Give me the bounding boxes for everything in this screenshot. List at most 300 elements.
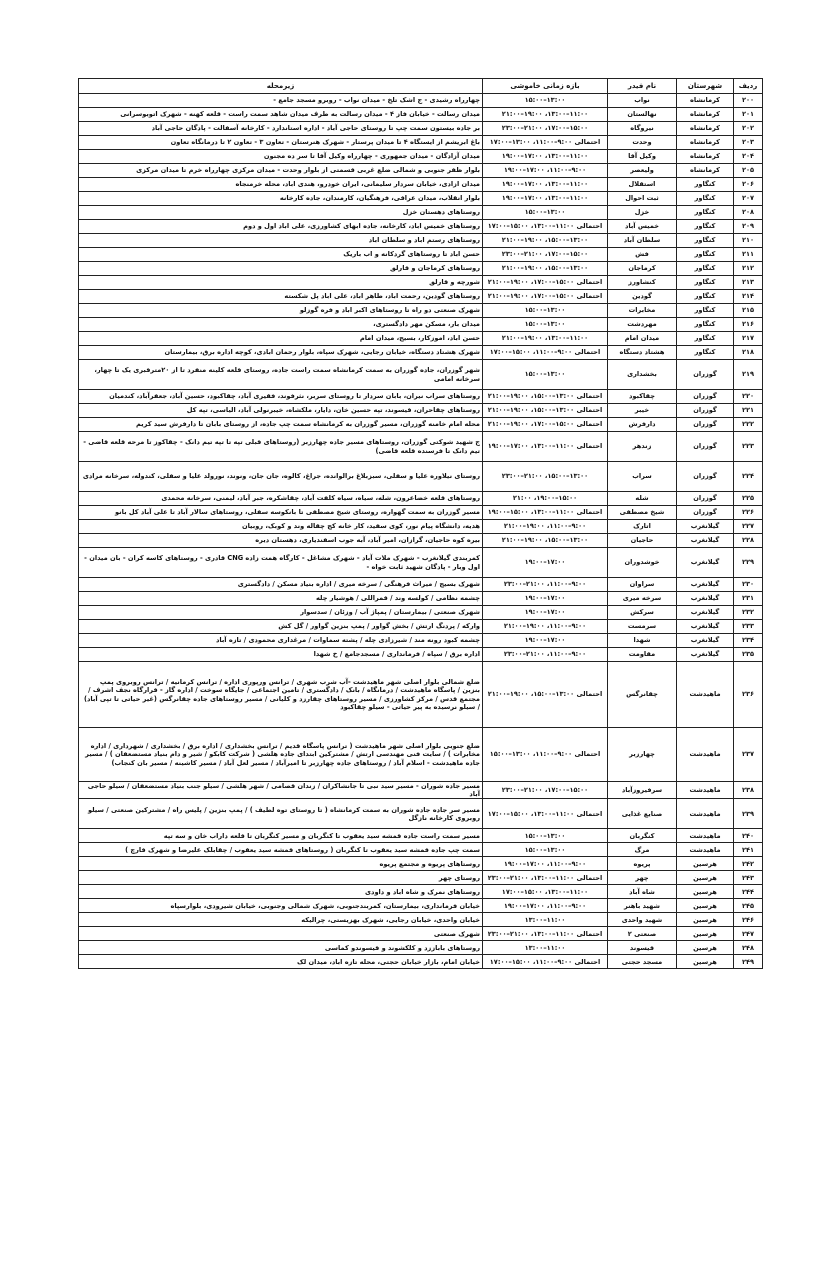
cell-row-number: ۲۰۴ [734, 150, 763, 164]
cell-zone: شهرک صنعتی دو راه تا روستاهای اکبر اباد و فره گوزلو [79, 304, 483, 318]
cell-city: ماهیدشت [677, 829, 734, 843]
cell-row-number: ۲۰۲ [734, 122, 763, 136]
table-row [79, 234, 763, 248]
cell-row-number: ۲۴۷ [734, 927, 763, 941]
cell-city: هرسین [677, 899, 734, 913]
cell-row-number: ۲۲۶ [734, 506, 763, 520]
cell-row-number: ۲۱۴ [734, 290, 763, 304]
cell-city: گیلانغرب [677, 634, 734, 648]
cell-outage-time: احتمالی ۱۱:۰۰–۱۳:۰۰، ۱۷:۰۰–۱۹:۰۰ [483, 432, 608, 462]
cell-zone: شهرک صنعتی / بیمارستان / پمپاژ آب / وزئان / سدسوار [79, 606, 483, 620]
table-row [79, 492, 763, 506]
cell-row-number: ۲۲۸ [734, 534, 763, 548]
cell-row-number: ۲۴۱ [734, 843, 763, 857]
cell-city: گیلانغرب [677, 534, 734, 548]
cell-row-number: ۲۲۰ [734, 390, 763, 404]
cell-zone: روستاهای کرماجان و قارلق [79, 262, 483, 276]
header-feeder: نام فیدر [608, 79, 677, 94]
cell-feeder: وکیل آقا [608, 150, 677, 164]
cell-outage-time: احتمالی ۱۵:۰۰–۱۷:۰۰، ۱۹:۰۰–۲۱:۰۰ [483, 290, 608, 304]
table-row [79, 248, 763, 262]
cell-city: کنگاور [677, 304, 734, 318]
cell-row-number: ۲۳۷ [734, 728, 763, 782]
cell-zone: چشمه نظامی / کولسه وند / قمراللی / هوشیار چله [79, 592, 483, 606]
cell-row-number: ۲۲۳ [734, 432, 763, 462]
cell-zone: روستاهای باباززد و کلکشوند و قیسوندو کماسی [79, 941, 483, 955]
cell-feeder: مرگ [608, 843, 677, 857]
table-row [79, 276, 763, 290]
table-row [79, 885, 763, 899]
cell-city: گوزران [677, 462, 734, 492]
cell-zone: روستاهای گودین، رحمت اباد، طاهر اباد، علی اباد پل شکسته [79, 290, 483, 304]
cell-outage-time: ۹:۰۰–۱۱:۰۰، ۱۷:۰۰–۱۹:۰۰ [483, 899, 608, 913]
cell-row-number: ۲۳۸ [734, 782, 763, 799]
cell-row-number: ۲۴۶ [734, 913, 763, 927]
cell-outage-time: ۱۱:۰۰–۱۳:۰۰، ۱۷:۰۰–۱۹:۰۰ [483, 178, 608, 192]
cell-city: کنگاور [677, 248, 734, 262]
cell-row-number: ۲۳۴ [734, 634, 763, 648]
cell-row-number: ۲۴۹ [734, 955, 763, 969]
cell-feeder: استقلال [608, 178, 677, 192]
cell-outage-time: ۱۳:۰۰–۱۵:۰۰، ۱۹:۰۰–۲۱:۰۰ [483, 534, 608, 548]
cell-row-number: ۲۳۶ [734, 662, 763, 728]
cell-zone: شهرک هشتاد دستگاه، خیابان رجایی، شهرک سپاه، بلوار رحمان ابادی، کوچه اداره برق، بیمارستان [79, 346, 483, 360]
table-row [79, 955, 763, 969]
cell-city: گوزران [677, 506, 734, 520]
table-header-row [79, 79, 763, 94]
cell-outage-time: ۱۷:۰۰–۱۹:۰۰ [483, 606, 608, 620]
cell-feeder: فش [608, 248, 677, 262]
cell-city: ماهیدشت [677, 728, 734, 782]
cell-feeder: چهر [608, 871, 677, 885]
cell-zone: روستاهای پریوه و مجتمع پریوه [79, 857, 483, 871]
cell-feeder: خیبر [608, 404, 677, 418]
table-row [79, 592, 763, 606]
cell-row-number: ۲۳۰ [734, 578, 763, 592]
outage-schedule-sheet [78, 78, 762, 969]
cell-zone: شهرک بسیج / میراث فرهنگی / سرخه میری / اداره بنیاد مسکن / دادگستری [79, 578, 483, 592]
table-row [79, 418, 763, 432]
cell-city: هرسین [677, 913, 734, 927]
cell-zone: بیره کوه حاجیان، گرازان، امیر آباد، آبه جوب اسفندیاری، دهستان دیره [79, 534, 483, 548]
table-row [79, 871, 763, 885]
cell-feeder: مهردشت [608, 318, 677, 332]
cell-outage-time: ۱۱:۰۰–۱۳:۰۰، ۱۵:۰۰–۱۷:۰۰ [483, 885, 608, 899]
cell-outage-time: ۹:۰۰–۱۱:۰۰، ۲۱:۰۰–۲۳:۰۰ [483, 648, 608, 662]
cell-zone: خیابان امام، بازار خیابان حجتی، محله تازه اباد، میدان لک [79, 955, 483, 969]
cell-feeder: شهید واحدی [608, 913, 677, 927]
cell-feeder: سراوان [608, 578, 677, 592]
cell-city: کنگاور [677, 318, 734, 332]
cell-row-number: ۲۴۲ [734, 857, 763, 871]
cell-outage-time: ۱۳:۰۰–۱۵:۰۰، ۱۹:۰۰–۲۱:۰۰ [483, 262, 608, 276]
cell-feeder: کرماجان [608, 262, 677, 276]
cell-row-number: ۲۰۹ [734, 220, 763, 234]
cell-zone: ضلع جنوبی بلوار اصلی شهر ماهیدشت ( ترانس پاسگاه قدیم / ترانس بخشداری / اداره برق / بخشداری / شهرداری / اداره مخابرات ) / سایت فنی مهندسی ارتش / مشترکین ابتدای جاده هلشی ( شرکت کابکو / شیر و دام بنیاد مستضعفان ) / مسیر جاده ماهیدشت - اسلام آباد / روستاهای جاده چهارزبر تا امیرآباد / مسیر لعل آباد / مسیر کاشینه / مسیر بان کنجاب) [79, 728, 483, 782]
cell-outage-time: ۱۵:۰۰–۱۷:۰۰، ۲۱:۰۰–۲۳:۰۰ [483, 248, 608, 262]
cell-city: کنگاور [677, 332, 734, 346]
table-body [79, 94, 763, 969]
cell-city: هرسین [677, 955, 734, 969]
cell-feeder: صنایع غذایی [608, 799, 677, 829]
cell-city: کرمانشاه [677, 122, 734, 136]
cell-feeder: شهید باهنر [608, 899, 677, 913]
cell-zone: مسیر سر جاده جاده شوران به سمت کرمانشاه ( تا روستای توه لطیف ) / پمپ بنزین / پلیس راه / مشترکین صنعتی / سیلو روبروی کارخانه نازگل [79, 799, 483, 829]
cell-feeder: ولیعصر [608, 164, 677, 178]
table-row [79, 648, 763, 662]
cell-outage-time: ۱۳:۰۰–۱۵:۰۰ [483, 829, 608, 843]
cell-feeder: اتارک [608, 520, 677, 534]
cell-city: گوزران [677, 360, 734, 390]
cell-city: کنگاور [677, 178, 734, 192]
cell-city: گیلانغرب [677, 578, 734, 592]
cell-zone: میدان آزادگان - میدان جمهوری - چهارراه وکیل آقا تا سر ده مجنون [79, 150, 483, 164]
table-row [79, 318, 763, 332]
cell-zone: شهر گوزران، جاده گوزران به سمت کرمانشاه سمت راست جاده، روستای قلعه کلینه منفرد تا از ۲۰مترقبری یک تا چهار، سرخانه امامی [79, 360, 483, 390]
cell-outage-time: ۱۷:۰۰–۱۹:۰۰ [483, 592, 608, 606]
cell-row-number: ۲۱۰ [734, 234, 763, 248]
cell-feeder: زندهر [608, 432, 677, 462]
cell-city: گیلانغرب [677, 548, 734, 578]
header-row-number: ردیف [734, 79, 763, 94]
cell-city: گوزران [677, 418, 734, 432]
cell-feeder: سراب [608, 462, 677, 492]
table-row [79, 360, 763, 390]
cell-row-number: ۲۰۱ [734, 108, 763, 122]
cell-feeder: دارفرش [608, 418, 677, 432]
cell-feeder: نواب [608, 94, 677, 108]
cell-row-number: ۲۱۷ [734, 332, 763, 346]
table-row [79, 620, 763, 634]
cell-feeder: گودین [608, 290, 677, 304]
cell-feeder: حاجیان [608, 534, 677, 548]
cell-feeder: پریوه [608, 857, 677, 871]
cell-row-number: ۲۳۲ [734, 606, 763, 620]
cell-outage-time: ۱۱:۰۰–۱۳:۰۰، ۱۷:۰۰–۱۹:۰۰ [483, 150, 608, 164]
cell-row-number: ۲۳۹ [734, 799, 763, 829]
cell-city: کنگاور [677, 276, 734, 290]
table-row [79, 346, 763, 360]
cell-city: هرسین [677, 927, 734, 941]
table-row [79, 262, 763, 276]
header-outage-time: بازه زمانی خاموشی [483, 79, 608, 94]
cell-outage-time: ۱۵:۰۰–۱۹:۰۰، ۲۱:۰۰ [483, 492, 608, 506]
cell-feeder: نیروگاه [608, 122, 677, 136]
cell-zone: روستای چهر [79, 871, 483, 885]
cell-row-number: ۲۳۵ [734, 648, 763, 662]
cell-outage-time: ۹:۰۰–۱۱:۰۰، ۱۷:۰۰–۱۹:۰۰ [483, 857, 608, 871]
table-row [79, 941, 763, 955]
cell-outage-time: احتمالی ۱۳:۰۰–۱۵:۰۰، ۱۹:۰۰–۲۱:۰۰ [483, 390, 608, 404]
cell-outage-time: ۱۳:۰۰–۱۵:۰۰، ۲۱:۰۰–۲۳:۰۰ [483, 462, 608, 492]
cell-zone: محله امام خامنه گوزران، مسیر گوزران به کرمانشاه سمت چپ جاده، از روستای بابان تا دارفرش سید کریم [79, 418, 483, 432]
cell-zone: خیابان واحدی، خیابان رجایی، شهرک بهزیستی، چرالیکه [79, 913, 483, 927]
header-zone: زیرمحله [79, 79, 483, 94]
cell-city: کنگاور [677, 220, 734, 234]
cell-zone: روستاهای رستم اباد و سلطان اباد [79, 234, 483, 248]
cell-city: ماهیدشت [677, 799, 734, 829]
table-row [79, 634, 763, 648]
cell-feeder: سرخه میری [608, 592, 677, 606]
cell-city: ماهیدشت [677, 843, 734, 857]
table-row [79, 206, 763, 220]
table-row [79, 782, 763, 799]
cell-row-number: ۲۰۳ [734, 136, 763, 150]
cell-feeder: نهالستان [608, 108, 677, 122]
cell-outage-time: احتمالی ۱۱:۰۰–۱۳:۰۰، ۲۱:۰۰–۲۳:۰۰ [483, 871, 608, 885]
cell-outage-time: احتمالی ۱۱:۰۰–۱۳:۰۰، ۱۵:۰۰–۱۷:۰۰ [483, 220, 608, 234]
cell-row-number: ۲۳۱ [734, 592, 763, 606]
cell-row-number: ۲۲۲ [734, 418, 763, 432]
cell-feeder: مخابرات [608, 304, 677, 318]
cell-feeder: چهارزبر [608, 728, 677, 782]
cell-row-number: ۲۱۳ [734, 276, 763, 290]
table-row [79, 728, 763, 782]
cell-row-number: ۲۴۵ [734, 899, 763, 913]
cell-zone: روستاهای قلعه خضاعرون، شله، سیاه، سیاه کلفت آباد، چقاشکره، جبر آباد، لیمنی، سرخانه محمدی [79, 492, 483, 506]
cell-zone: شورچه و قارلق [79, 276, 483, 290]
cell-outage-time: احتمالی ۹:۰۰–۱۱:۰۰، ۱۵:۰۰–۱۷:۰۰ [483, 346, 608, 360]
cell-feeder: هشتاد دستگاه [608, 346, 677, 360]
cell-feeder: سرمست [608, 620, 677, 634]
cell-feeder: شهدا [608, 634, 677, 648]
table-row [79, 192, 763, 206]
table-row [79, 122, 763, 136]
cell-zone: چهارراه رشیدی - ج اشک تلخ - میدان نواب - روبرو مسجد جامع - [79, 94, 483, 108]
cell-feeder: مقاومت [608, 648, 677, 662]
outage-table [78, 78, 763, 969]
cell-city: گیلانغرب [677, 648, 734, 662]
table-row [79, 462, 763, 492]
cell-row-number: ۲۲۴ [734, 462, 763, 492]
cell-feeder: میدان امام [608, 332, 677, 346]
cell-zone: بر جاده بیستون سمت چپ تا روستای حاجی آباد - اداره استاندارد - کارخانه آسفالت - پادگان حاجی آباد [79, 122, 483, 136]
cell-outage-time: ۱۳:۰۰–۱۵:۰۰ [483, 318, 608, 332]
cell-zone: روستاهای دهستان خزل [79, 206, 483, 220]
cell-city: هرسین [677, 857, 734, 871]
cell-city: کنگاور [677, 192, 734, 206]
cell-zone: شهرک صنعتی [79, 927, 483, 941]
cell-city: هرسین [677, 871, 734, 885]
cell-row-number: ۲۰۶ [734, 178, 763, 192]
cell-outage-time: ۱۱:۰۰–۱۳:۰۰، ۱۹:۰۰–۲۱:۰۰ [483, 332, 608, 346]
table-row [79, 150, 763, 164]
cell-zone: مسیر گوزران به سمت گهواره، روستای شیخ مصطفی تا بانکوسه سفلی، روستاهای سالار آباد تا علی آباد کل بانو [79, 506, 483, 520]
cell-feeder: وحدت [608, 136, 677, 150]
cell-city: گیلانغرب [677, 620, 734, 634]
cell-row-number: ۲۱۹ [734, 360, 763, 390]
cell-zone: حسن اباد تا روستاهای گردکانه و اب باریک [79, 248, 483, 262]
cell-city: کرمانشاه [677, 94, 734, 108]
cell-outage-time: احتمالی ۱۳:۰۰–۱۵:۰۰، ۱۹:۰۰–۲۱:۰۰ [483, 404, 608, 418]
cell-zone: هدیه، دانشگاه پیام نور، کوی سفید، کار خانه کج چقاله وند و کوبک، روبیان [79, 520, 483, 534]
cell-feeder: چقاکبود [608, 390, 677, 404]
cell-outage-time: احتمالی ۱۱:۰۰–۱۳:۰۰، ۱۵:۰۰–۱۹:۰۰ [483, 506, 608, 520]
cell-row-number: ۲۴۸ [734, 941, 763, 955]
table-row [79, 304, 763, 318]
cell-row-number: ۲۰۵ [734, 164, 763, 178]
cell-outage-time: ۱۳:۰۰–۱۵:۰۰ [483, 94, 608, 108]
cell-outage-time: ۱۳:۰۰–۱۵:۰۰ [483, 360, 608, 390]
cell-zone: میدان بار، مسکن مهر دادگستری، [79, 318, 483, 332]
table-row [79, 136, 763, 150]
cell-zone: میدان ازادی، خیابان سردار سلیمانی، ایران خودرو، هندی اباد، محله خرمنجاه [79, 178, 483, 192]
table-row [79, 164, 763, 178]
table-row [79, 899, 763, 913]
cell-zone: حسن اباد، اموزکار، بسیج، میدان امام [79, 332, 483, 346]
cell-feeder: کنگربان [608, 829, 677, 843]
table-row [79, 606, 763, 620]
cell-outage-time: احتمالی ۹:۰۰–۱۱:۰۰، ۱۳:۰۰–۱۵:۰۰ [483, 728, 608, 782]
cell-outage-time: ۱۱:۰۰–۱۳:۰۰، ۱۹:۰۰–۲۱:۰۰ [483, 108, 608, 122]
table-row [79, 220, 763, 234]
header-city: شهرستان [677, 79, 734, 94]
cell-feeder: سرفیروزآباد [608, 782, 677, 799]
cell-outage-time: ۱۱:۰۰–۱۳:۰۰ [483, 913, 608, 927]
cell-feeder: سرکش [608, 606, 677, 620]
cell-city: گیلانغرب [677, 606, 734, 620]
table-row [79, 390, 763, 404]
cell-zone: وارکه / پردنگ ارتش / بخش گواور / پمپ بنزین گواور / گل کش [79, 620, 483, 634]
table-row [79, 506, 763, 520]
cell-outage-time: ۹:۰۰–۱۱:۰۰، ۱۹:۰۰–۲۱:۰۰ [483, 520, 608, 534]
cell-zone: ج شهید شوکتی گوزران، روستاهای مسیر جاده چهارزبر (روستاهای قبلی تپه تا تپه تیم دانک - چقاکوز تا مرحه قلعه قاضی - تیم دانک تا فرسنده قلعه قاضی) [79, 432, 483, 462]
cell-row-number: ۲۳۳ [734, 620, 763, 634]
cell-city: ماهیدشت [677, 662, 734, 728]
cell-zone: روستاهای خمیس اباد، کارخانه، جاده ابهای کشاورزی، علی اباد اول و دوم [79, 220, 483, 234]
cell-outage-time: ۱۳:۰۰–۱۵:۰۰، ۱۹:۰۰–۲۱:۰۰ [483, 234, 608, 248]
table-row [79, 913, 763, 927]
cell-outage-time: ۱۱:۰۰–۱۳:۰۰ [483, 941, 608, 955]
cell-city: کرمانشاه [677, 108, 734, 122]
table-row [79, 927, 763, 941]
cell-outage-time: احتمالی ۱۱:۰۰–۱۳:۰۰، ۱۵:۰۰–۱۷:۰۰ [483, 799, 608, 829]
cell-row-number: ۲۰۷ [734, 192, 763, 206]
table-row [79, 94, 763, 108]
cell-row-number: ۲۱۲ [734, 262, 763, 276]
cell-feeder: صنعتی ۲ [608, 927, 677, 941]
cell-feeder: بخشداری [608, 360, 677, 390]
cell-feeder: شیخ مصطفی [608, 506, 677, 520]
table-row [79, 290, 763, 304]
cell-outage-time: ۹:۰۰–۱۱:۰۰، ۱۷:۰۰–۱۹:۰۰ [483, 164, 608, 178]
table-row [79, 829, 763, 843]
cell-outage-time: احتمالی ۹:۰۰–۱۱:۰۰، ۱۳:۰۰–۱۷:۰۰ [483, 136, 608, 150]
table-row [79, 578, 763, 592]
cell-feeder: سلطان آباد [608, 234, 677, 248]
cell-row-number: ۲۰۰ [734, 94, 763, 108]
cell-row-number: ۲۱۶ [734, 318, 763, 332]
cell-city: کنگاور [677, 234, 734, 248]
cell-outage-time: احتمالی ۱۳:۰۰–۱۵:۰۰، ۱۹:۰۰–۲۱:۰۰ [483, 662, 608, 728]
cell-city: گیلانغرب [677, 520, 734, 534]
cell-city: کنگاور [677, 346, 734, 360]
cell-city: کرمانشاه [677, 150, 734, 164]
cell-row-number: ۲۱۵ [734, 304, 763, 318]
cell-zone: بلوار ظفر جنوبی و شمالی ضلع غربی قسمتی از بلوار وحدت - میدان مرکزی چهارراه خرم تا میدان مرکزی [79, 164, 483, 178]
cell-outage-time: احتمالی ۱۵:۰۰–۱۷:۰۰، ۱۹:۰۰–۲۱:۰۰ [483, 418, 608, 432]
cell-zone: روستای نیلاوره علیا و سفلی، سبزبلاغ برالوانده، جراغ، کالوه، جان جان، ونوند، نورولد علیا و سفلی، کندوله، سرخانه مرادی [79, 462, 483, 492]
cell-city: گوزران [677, 432, 734, 462]
cell-feeder: قیسوند [608, 941, 677, 955]
table-row [79, 548, 763, 578]
table-row [79, 857, 763, 871]
cell-row-number: ۲۰۸ [734, 206, 763, 220]
cell-city: هرسین [677, 885, 734, 899]
table-row [79, 520, 763, 534]
cell-zone: مسیر جاده شوران - مسیر سید نبی تا جانشاکران / زندان قصامی / شهر هلشی / سیلو جنب بنیاد مستضعفان / سیلو حاجی آباد [79, 782, 483, 799]
cell-outage-time: ۱۷:۰۰–۱۹:۰۰ [483, 548, 608, 578]
cell-outage-time: ۹:۰۰–۱۱:۰۰، ۱۹:۰۰–۲۱:۰۰ [483, 620, 608, 634]
cell-feeder: شاه آباد [608, 885, 677, 899]
cell-feeder: خوشدوران [608, 548, 677, 578]
cell-zone: میدان رسالت - خیابان فاز ۴ - میدان رسالت به طرف میدان شاهد سمت راست - قلعه کهنه - شهرک اتوبوسرانی [79, 108, 483, 122]
cell-zone: اداره برق / سپاه / فرمانداری / مسجدجامع / خ شهدا [79, 648, 483, 662]
cell-city: کنگاور [677, 262, 734, 276]
cell-outage-time: ۹:۰۰–۱۱:۰۰، ۲۱:۰۰–۲۳:۰۰ [483, 578, 608, 592]
cell-city: هرسین [677, 941, 734, 955]
cell-feeder: شله [608, 492, 677, 506]
cell-outage-time: ۱۷:۰۰–۱۹:۰۰ [483, 634, 608, 648]
table-row [79, 843, 763, 857]
table-row [79, 662, 763, 728]
cell-zone: سمت چپ جاده قمشه سید یعقوب تا کنگربان ( روستاهای قمشه سید یعقوب / چقابلک علیرضا و شهرک قارچ ) [79, 843, 483, 857]
cell-feeder: کنشاورز [608, 276, 677, 290]
cell-feeder: ثبت احوال [608, 192, 677, 206]
cell-city: کنگاور [677, 206, 734, 220]
cell-outage-time: ۱۳:۰۰–۱۵:۰۰ [483, 843, 608, 857]
cell-feeder: مسجد حجتی [608, 955, 677, 969]
cell-zone: روستاهای چقاحران، قیسوند، تپه حسین خان، دایار، ملکشاه، خیبرنولی آباد، الیاسی، تپه کل [79, 404, 483, 418]
cell-outage-time: ۱۱:۰۰–۱۳:۰۰، ۱۷:۰۰–۱۹:۰۰ [483, 192, 608, 206]
cell-city: ماهیدشت [677, 782, 734, 799]
cell-outage-time: ۱۳:۰۰–۱۵:۰۰ [483, 304, 608, 318]
cell-outage-time: ۱۵:۰۰–۱۷:۰۰، ۲۱:۰۰–۲۳:۰۰ [483, 122, 608, 136]
cell-zone: چشمه کبود رونه مند / شیرزادی چله / پشته سماوات / مرغداری محمودی / تازه آباد [79, 634, 483, 648]
cell-outage-time: احتمالی ۱۵:۰۰–۱۷:۰۰، ۱۹:۰۰–۲۱:۰۰ [483, 276, 608, 290]
cell-zone: خیابان فرمانداری، بیمارستان، کمربندجنوبی، شهرک شمالی وجنوبی، خیابان شیرودی، بلوارسپاه [79, 899, 483, 913]
cell-feeder: خزل [608, 206, 677, 220]
table-row [79, 178, 763, 192]
cell-city: کرمانشاه [677, 136, 734, 150]
table-row [79, 799, 763, 829]
cell-zone: روستاهای نمرک و شاه اباد و داودی [79, 885, 483, 899]
cell-zone: بلوار انقلاب، میدان عراقی، فرهنگیان، کارمندان، جاده کارخانه [79, 192, 483, 206]
cell-city: کنگاور [677, 290, 734, 304]
cell-outage-time: ۱۵:۰۰–۱۷:۰۰، ۲۱:۰۰–۲۳:۰۰ [483, 782, 608, 799]
cell-row-number: ۲۲۱ [734, 404, 763, 418]
cell-zone: کمربندی گیلانغرب - شهرک ملات آباد - شهرک مشاغل - کارگاه همت زاده CNG قادری - روستاهای کاسه کران - بان میدان - اول وبار - پادگان شهید ثابت خواه - [79, 548, 483, 578]
cell-zone: ضلع شمالی بلوار اصلی شهر ماهیدشت -آب شرب شهری / ترانس ورپوری اداره / ترانس کرمانیه / ترانس روبروی پمپ بنزین / پاسگاه ماهیدشت / درمانگاه / بانک / دادگستری / تامین اجتماعی / جایگاه سوخت / اداره گاز - قرارگاه نجف اشرف / مجتمع قدس / مرکز کشاورزی / مسیر روستاهای چقارزد و کلیانی / مسیر روستاهای جاده چقانرگس (غیر حیاتی تا تپی آباد) / سیلو نرسیده به پیر حیاتی - سیلو چقاکبود [79, 662, 483, 728]
cell-feeder: چقانرگس [608, 662, 677, 728]
table-row [79, 432, 763, 462]
table-row [79, 332, 763, 346]
cell-city: گیلانغرب [677, 592, 734, 606]
cell-zone: روستاهای سراب نیران، بابان سردار تا روستای سربر، نثرفوند، فقیری آباد، چقاکبود، حسین آباد، جعفرآباد، کندمیان [79, 390, 483, 404]
cell-city: گوزران [677, 390, 734, 404]
table-row [79, 534, 763, 548]
cell-city: کرمانشاه [677, 164, 734, 178]
cell-row-number: ۲۱۸ [734, 346, 763, 360]
cell-outage-time: ۱۳:۰۰–۱۵:۰۰ [483, 206, 608, 220]
cell-city: گوزران [677, 492, 734, 506]
cell-zone: مسیر سمت راست جاده قمشه سید یعقوب تا کنگربان و مسیر کنگربان تا قلعه داراب خان و سه تپه [79, 829, 483, 843]
table-row [79, 404, 763, 418]
cell-feeder: خمیس آباد [608, 220, 677, 234]
cell-city: گوزران [677, 404, 734, 418]
cell-row-number: ۲۲۵ [734, 492, 763, 506]
cell-outage-time: احتمالی ۹:۰۰–۱۱:۰۰، ۱۵:۰۰–۱۷:۰۰ [483, 955, 608, 969]
